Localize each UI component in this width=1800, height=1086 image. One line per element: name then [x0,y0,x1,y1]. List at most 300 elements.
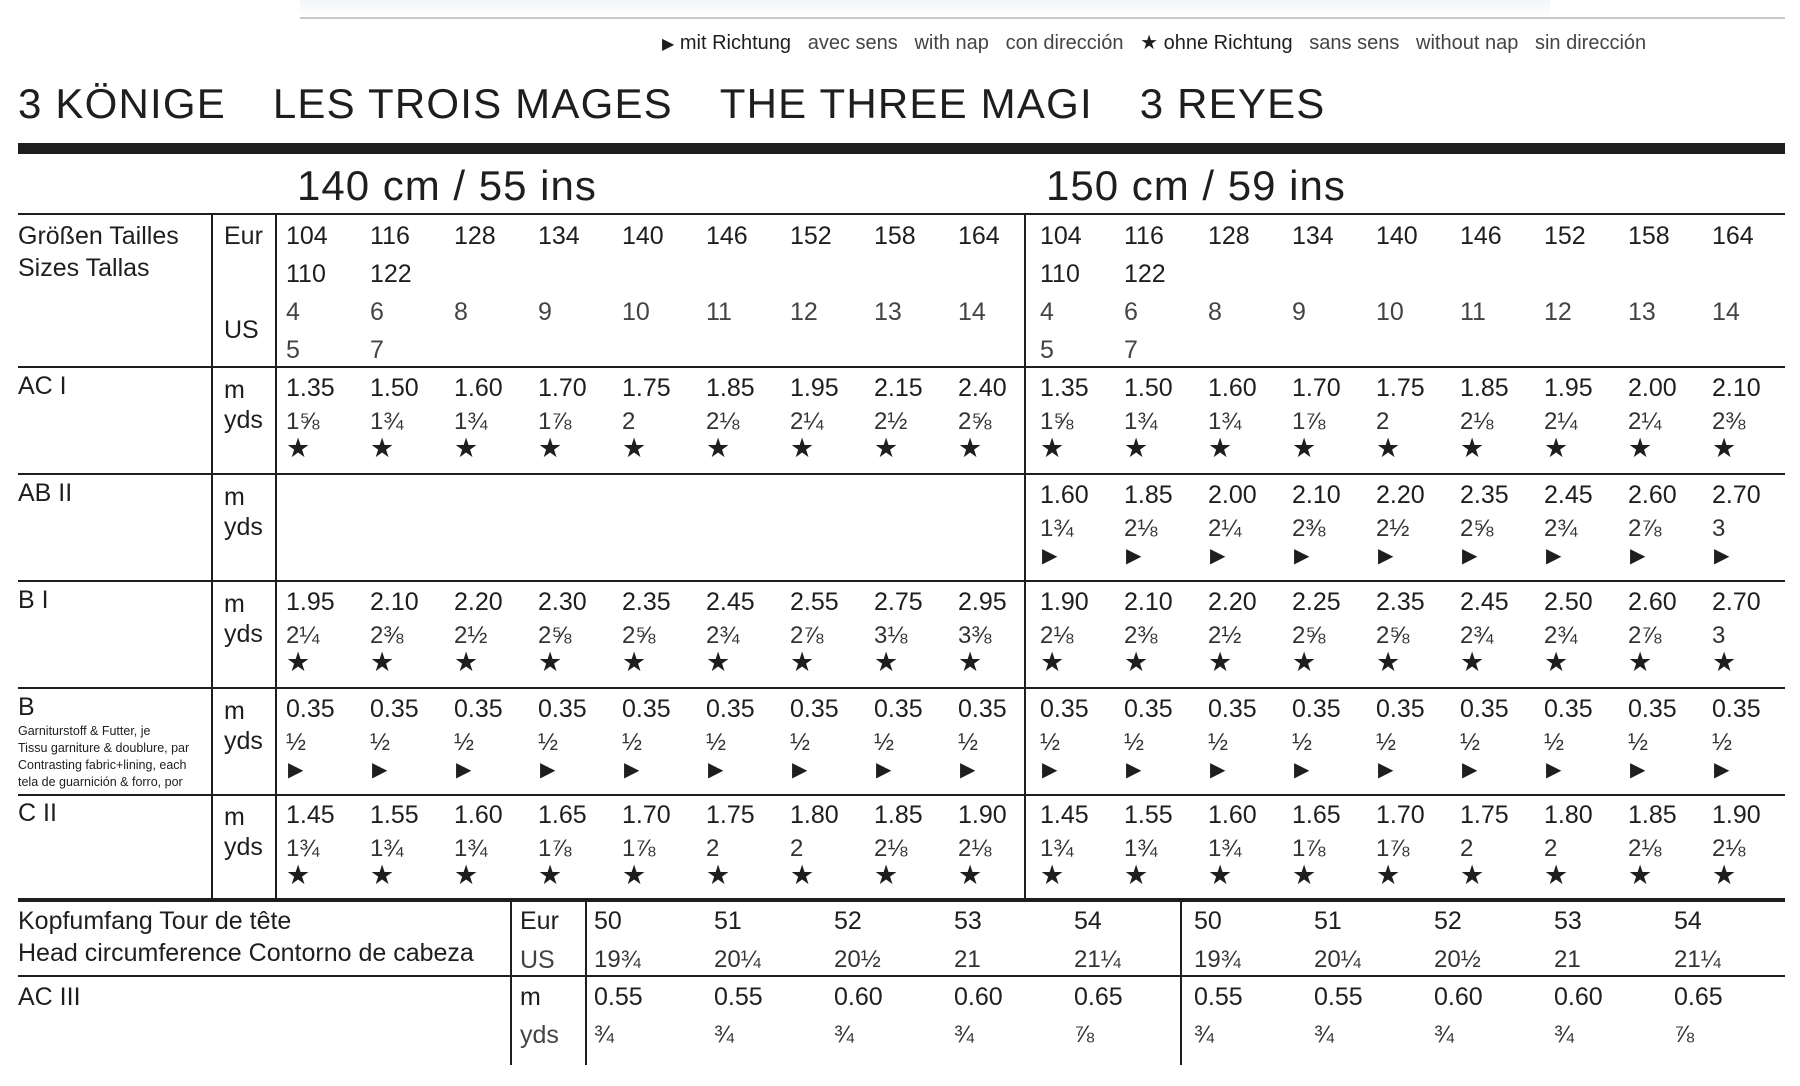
size-us: 14 [958,298,986,326]
size-eur: 134 [538,222,580,250]
meter-value: 2.40 [958,374,1007,402]
arrow-icon: ▶ [540,759,556,781]
head-eur: 52 [834,907,862,935]
arrow-icon: ▶ [1714,759,1730,781]
size-us: 9 [1292,298,1306,326]
yard-value: 2 [790,835,804,862]
row-note: Tissu garniture & doublure, par [18,741,190,755]
title-en: THE THREE MAGI [719,80,1093,127]
meter-value: 2.30 [538,588,587,616]
head-us: 20½ [834,946,881,973]
sizes-label-line2: Sizes Tallas [18,254,150,282]
nonap-fr: sans sens [1309,32,1400,54]
yard-value: 2⅛ [874,835,908,862]
unit-yds: yds [224,406,263,434]
size-eur: 116 [1124,222,1164,250]
meter-value: 1.75 [706,801,755,829]
meter-value: 2.60 [1628,481,1677,509]
yard-value: 1⅞ [622,835,656,862]
yard-value: 2½ [454,622,488,649]
eur-label: Eur [224,222,263,250]
head-us: 19¾ [594,946,641,973]
meter-value: 2.25 [1292,588,1341,616]
label-divider [211,213,213,900]
ac3-yard: ¾ [1434,1021,1455,1048]
yard-value: ½ [790,729,811,756]
star-icon: ★ [370,860,395,890]
meter-value: 1.80 [1544,801,1593,829]
arrow-icon: ▶ [372,759,388,781]
yard-value: ½ [622,729,643,756]
row-rule [18,687,1785,689]
row-note: Contrasting fabric+lining, each [18,758,187,772]
meter-value: 1.95 [1544,374,1593,402]
nap-symbol: ▶ [662,36,675,53]
ac3-label: AC III [18,983,81,1011]
ac3-yard: ⅞ [1074,1021,1095,1048]
unit-yds: yds [224,620,263,648]
size-eur: 152 [1544,222,1586,250]
meter-value: 2.50 [1544,588,1593,616]
size-eur: 152 [790,222,832,250]
meter-value: 0.35 [538,695,587,723]
size-us: 14 [1712,298,1740,326]
star-icon: ★ [370,433,395,463]
yard-value: 2⅝ [1292,622,1326,649]
meter-value: 1.45 [1040,801,1089,829]
yard-value: 2⅜ [1712,408,1746,435]
meter-value: 2.95 [958,588,1007,616]
yard-value: ½ [1460,729,1481,756]
star-icon: ★ [454,860,479,890]
meter-value: 1.90 [1040,588,1089,616]
size-eur: 158 [1628,222,1670,250]
row-label: AB II [18,479,73,507]
yard-value: ½ [1544,729,1565,756]
arrow-icon: ▶ [876,759,892,781]
yard-value: 3⅜ [958,622,992,649]
size-eur: 140 [622,222,664,250]
row-note: Garniturstoff & Futter, je [18,724,151,738]
row-label: B I [18,586,49,614]
ac3-meter: 0.55 [1194,983,1243,1011]
size-eur: 104 [286,222,328,250]
size-eur: 140 [1376,222,1418,250]
unit-divider [275,213,277,900]
head-eur: 53 [1554,907,1582,935]
star-icon: ★ [1376,647,1401,677]
meter-value: 1.55 [1124,801,1173,829]
size-eur: 164 [958,222,1000,250]
yard-value: 1¾ [1208,835,1242,862]
row-rule [18,794,1785,796]
ac3-meter: 0.60 [1434,983,1483,1011]
arrow-icon: ▶ [456,759,472,781]
head-eur: 54 [1674,907,1702,935]
head-us: 21 [1554,946,1581,973]
size-us: 13 [874,298,902,326]
yard-value: 2⅛ [706,408,740,435]
meter-value: 1.90 [1712,801,1761,829]
meter-value: 1.75 [1376,374,1425,402]
size-eur: 128 [454,222,496,250]
star-icon: ★ [1460,433,1485,463]
meter-value: 1.60 [1208,374,1257,402]
star-icon: ★ [1292,647,1317,677]
star-icon: ★ [874,647,899,677]
unit-m: m [224,376,245,404]
meter-value: 2.10 [1292,481,1341,509]
yard-value: 2⅛ [1460,408,1494,435]
yard-value: 2⅛ [1040,622,1074,649]
yard-value: 1¾ [454,408,488,435]
yard-value: ½ [958,729,979,756]
star-icon: ★ [1628,433,1653,463]
yard-value: 1¾ [1124,408,1158,435]
yard-value: 1¾ [370,408,404,435]
star-icon: ★ [1124,647,1149,677]
size-us: 11 [1460,298,1486,326]
star-icon: ★ [706,433,731,463]
size-us: 4 [1040,298,1054,326]
yard-value: 2 [1376,408,1390,435]
size-us: 9 [538,298,552,326]
unit-m: m [224,697,245,725]
arrow-icon: ▶ [960,759,976,781]
star-icon: ★ [958,860,983,890]
size-eur: 134 [1292,222,1334,250]
meter-value: 0.35 [874,695,923,723]
head-eur: 52 [1434,907,1462,935]
star-icon: ★ [622,647,647,677]
yard-value: 2⅝ [1460,515,1494,542]
arrow-icon: ▶ [1462,545,1478,567]
meter-value: 1.65 [1292,801,1341,829]
head-eur: 54 [1074,907,1102,935]
yard-value: ½ [1628,729,1649,756]
star-icon: ★ [958,433,983,463]
star-icon: ★ [1460,647,1485,677]
ac3-meter: 0.65 [1674,983,1723,1011]
yard-value: 2 [1460,835,1474,862]
yard-value: 2¼ [286,622,320,649]
meter-value: 0.35 [1292,695,1341,723]
size-eur-alt: 122 [1124,260,1166,288]
row-label: C II [18,799,57,827]
arrow-icon: ▶ [1462,759,1478,781]
size-us: 11 [706,298,732,326]
meter-value: 2.20 [1376,481,1425,509]
row-note: tela de guarnición & forro, por [18,775,183,789]
width-140: 140 cm / 55 ins [297,162,597,209]
star-icon: ★ [454,433,479,463]
row-label: B [18,693,35,721]
ac3-yard: ¾ [1194,1021,1215,1048]
star-icon: ★ [706,860,731,890]
meter-value: 2.00 [1208,481,1257,509]
sizes-label-line1: Größen Tailles [18,222,179,250]
ac3-meter: 0.55 [1314,983,1363,1011]
star-icon: ★ [1208,647,1233,677]
head-label-line2: Head circumference Contorno de cabeza [18,939,474,967]
yard-value: 2¾ [1460,622,1494,649]
meter-value: 2.35 [622,588,671,616]
yard-value: 2⅜ [1292,515,1326,542]
star-icon: ★ [1544,647,1569,677]
nap-es: con dirección [1005,32,1124,54]
meter-value: 1.85 [1124,481,1173,509]
nap-fr: avec sens [807,32,898,54]
arrow-icon: ▶ [1126,545,1142,567]
star-icon: ★ [1292,433,1317,463]
meter-value: 2.20 [454,588,503,616]
size-eur: 164 [1712,222,1754,250]
meter-value: 2.35 [1460,481,1509,509]
meter-value: 2.20 [1208,588,1257,616]
star-icon: ★ [1628,647,1653,677]
yard-value: 2⅛ [958,835,992,862]
star-icon: ★ [370,647,395,677]
meter-value: 1.75 [622,374,671,402]
head-width-divider [1180,900,1182,1065]
meter-value: 1.65 [538,801,587,829]
size-us: 10 [622,298,650,326]
star-icon: ★ [874,433,899,463]
size-eur: 146 [706,222,748,250]
star-icon: ★ [1628,860,1653,890]
unit-yds: yds [224,513,263,541]
meter-value: 1.85 [706,374,755,402]
star-icon: ★ [1712,647,1737,677]
nonap-es: sin dirección [1534,32,1647,54]
yard-value: ½ [874,729,895,756]
star-icon: ★ [538,433,563,463]
size-eur: 116 [370,222,410,250]
ac3-meter: 0.60 [1554,983,1603,1011]
head-us: 21 [954,946,981,973]
yard-value: 1¾ [1208,408,1242,435]
meter-value: 2.70 [1712,481,1761,509]
meter-value: 1.85 [874,801,923,829]
star-icon: ★ [1712,433,1737,463]
star-icon: ★ [790,647,815,677]
size-us: 12 [790,298,818,326]
meter-value: 0.35 [286,695,335,723]
meter-value: 0.35 [1712,695,1761,723]
yard-value: ½ [1292,729,1313,756]
arrow-icon: ▶ [1546,759,1562,781]
star-icon: ★ [1040,433,1065,463]
arrow-icon: ▶ [792,759,808,781]
head-eur-label: Eur [520,907,559,935]
meter-value: 2.60 [1628,588,1677,616]
meter-value: 1.70 [1376,801,1425,829]
yard-value: 1⅞ [1292,408,1326,435]
ac3-meter: 0.55 [594,983,643,1011]
meter-value: 0.35 [1208,695,1257,723]
head-section-rule [18,898,1785,902]
ac3-yard: ¾ [1554,1021,1575,1048]
star-icon: ★ [1376,860,1401,890]
ac3-yard: ¾ [714,1021,735,1048]
star-icon: ★ [1544,433,1569,463]
yard-value: 2½ [1208,622,1242,649]
meter-value: 1.60 [1040,481,1089,509]
size-us-alt: 5 [1040,336,1054,364]
meter-value: 2.45 [706,588,755,616]
unit-m: m [224,590,245,618]
head-label-divider [510,900,512,1065]
page-title [18,80,1326,128]
meter-value: 1.70 [538,374,587,402]
title-de: 3 KÖNIGE [18,80,226,127]
size-us-alt: 7 [370,336,384,364]
head-unit-divider [585,900,587,1065]
star-icon: ★ [706,647,731,677]
ac3-yard: ¾ [954,1021,975,1048]
meter-value: 1.50 [370,374,419,402]
meter-value: 1.35 [1040,374,1089,402]
star-icon: ★ [454,647,479,677]
size-eur: 146 [1460,222,1502,250]
star-icon: ★ [1292,860,1317,890]
yard-value: ½ [1124,729,1145,756]
size-eur: 104 [1040,222,1082,250]
meter-value: 0.35 [706,695,755,723]
meter-value: 1.85 [1628,801,1677,829]
arrow-icon: ▶ [1546,545,1562,567]
yard-value: 2⅛ [1124,515,1158,542]
yard-value: 1⅞ [538,408,572,435]
ac3-yard: ¾ [594,1021,615,1048]
head-us: 21¼ [1674,946,1721,973]
meter-value: 2.10 [1712,374,1761,402]
yard-value: 2¾ [1544,622,1578,649]
star-icon: ★ [790,433,815,463]
head-label-line1: Kopfumfang Tour de tête [18,907,292,935]
yard-value: 1¾ [1040,835,1074,862]
yard-value: 2⅝ [1376,622,1410,649]
top-divider [300,17,1785,19]
size-eur-alt: 122 [370,260,412,288]
yard-value: ½ [1376,729,1397,756]
title-rule [18,143,1785,154]
head-us-label: US [520,946,555,974]
arrow-icon: ▶ [1210,759,1226,781]
ac3-yard: ¾ [1314,1021,1335,1048]
yard-value: ½ [1712,729,1733,756]
meter-value: 0.35 [790,695,839,723]
yard-value: 1¾ [1124,835,1158,862]
meter-value: 1.50 [1124,374,1173,402]
star-icon: ★ [958,647,983,677]
nap-en: with nap [914,32,989,54]
ac3-meter: 0.60 [834,983,883,1011]
yard-value: 1¾ [370,835,404,862]
arrow-icon: ▶ [288,759,304,781]
head-us: 19¾ [1194,946,1241,973]
ac3-meter: 0.60 [954,983,1003,1011]
size-us: 13 [1628,298,1656,326]
size-us: 8 [1208,298,1222,326]
star-icon: ★ [1040,647,1065,677]
yard-value: 2⅝ [538,622,572,649]
arrow-icon: ▶ [1378,545,1394,567]
yard-value: ½ [706,729,727,756]
arrow-icon: ▶ [1210,545,1226,567]
yard-value: 2⅜ [1124,622,1158,649]
meter-value: 0.35 [1544,695,1593,723]
yard-value: 3 [1712,515,1726,542]
arrow-icon: ▶ [1042,759,1058,781]
yard-value: 1⅞ [1376,835,1410,862]
star-icon: ★ [622,860,647,890]
yard-value: 2 [706,835,720,862]
size-us-alt: 7 [1124,336,1138,364]
yard-value: 2½ [874,408,908,435]
size-us: 12 [1544,298,1572,326]
yard-value: 2⅞ [1628,515,1662,542]
title-es: 3 REYES [1139,80,1326,127]
ac3-yard: ⅞ [1674,1021,1695,1048]
meter-value: 0.35 [1124,695,1173,723]
yard-value: 1⅞ [1292,835,1326,862]
head-eur: 51 [1314,907,1342,935]
meter-value: 1.60 [1208,801,1257,829]
row-label: AC I [18,372,67,400]
star-icon: ★ [286,860,311,890]
yard-value: 2⅜ [370,622,404,649]
meter-value: 1.75 [1460,801,1509,829]
meter-value: 2.70 [1712,588,1761,616]
head-eur: 50 [1194,907,1222,935]
star-icon: ★ [622,433,647,463]
star-icon: ★ [1124,860,1149,890]
yard-value: ½ [1040,729,1061,756]
ac3-yard: ¾ [834,1021,855,1048]
star-icon: ★ [874,860,899,890]
star-icon: ★ [1376,433,1401,463]
size-us: 8 [454,298,468,326]
row-rule [18,473,1785,475]
yard-value: 1⅝ [286,408,320,435]
head-us: 20¼ [714,946,761,973]
size-eur-alt: 110 [1040,260,1080,288]
arrow-icon: ▶ [624,759,640,781]
yard-value: 2¾ [706,622,740,649]
yard-value: 1¾ [1040,515,1074,542]
head-us: 20½ [1434,946,1481,973]
yard-value: ½ [286,729,307,756]
yard-value: 2¼ [1628,408,1662,435]
legend-nap [662,30,1646,55]
arrow-icon: ▶ [1294,759,1310,781]
meter-value: 2.10 [1124,588,1173,616]
meter-value: 1.35 [286,374,335,402]
meter-value: 0.35 [370,695,419,723]
unit-yds: yds [224,833,263,861]
meter-value: 1.95 [286,588,335,616]
meter-value: 1.70 [1292,374,1341,402]
yard-value: 2¼ [1208,515,1242,542]
meter-value: 1.60 [454,801,503,829]
title-fr: LES TROIS MAGES [272,80,673,127]
yard-value: 2 [1544,835,1558,862]
head-eur: 50 [594,907,622,935]
yard-value: ½ [370,729,391,756]
yard-value: 2⅛ [1712,835,1746,862]
star-icon: ★ [1124,433,1149,463]
